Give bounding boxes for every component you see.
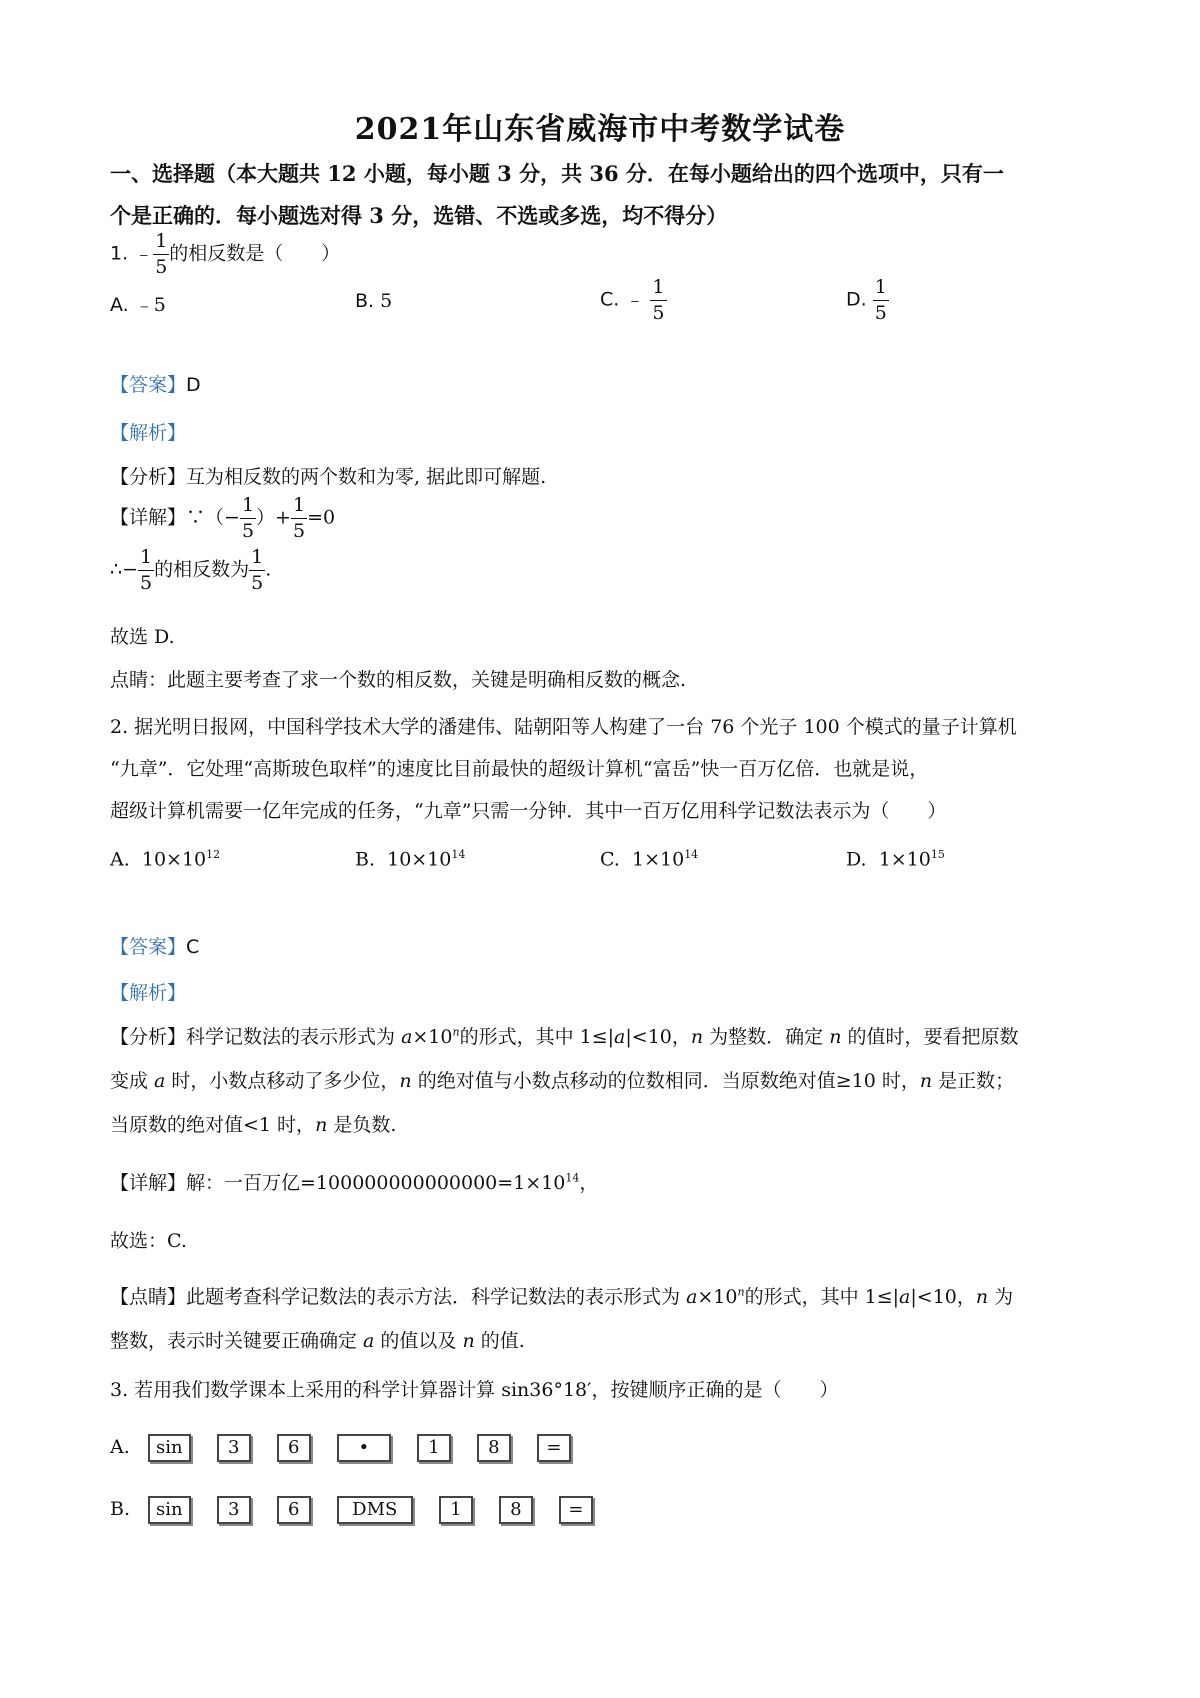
q1-analysis-tag: 【解析】	[110, 422, 187, 444]
question-1-stem	[110, 232, 340, 277]
q1-xiangjie: 【详解】∵（− $\frac{1}{5}$ ）+ $\frac{1}{5}$ =0	[110, 494, 336, 542]
calc-key-1: 1	[417, 1434, 451, 1462]
section-heading-line1: 一、选择题（本大题共 12 小题，每小题 3 分，共 36 分．在每小题给出的四个选项中，只有一	[110, 161, 1004, 186]
q2-fenxi-line3: 当原数的绝对值<1 时，n 是负数.	[110, 1114, 397, 1136]
q2-fenxi-line1: 【分析】科学记数法的表示形式为 $a\times 10^n$的形式，其中 1≤|a|<10，n 为整数．确定 n 的值时，要看把原数	[110, 1025, 1019, 1048]
calc-key-6: 6	[277, 1496, 311, 1524]
calc-key-dot: •	[337, 1434, 391, 1462]
calc-key-8: 8	[477, 1434, 511, 1462]
q2-option-a: A. $10\times 10^{12}$	[110, 848, 221, 871]
calc-key-1: 1	[439, 1496, 473, 1524]
calc-key-dms: DMS	[337, 1496, 413, 1524]
q2-answer: 【答案】C	[110, 936, 200, 958]
q2-analysis-tag: 【解析】	[110, 982, 187, 1004]
calc-key-sin: sin	[148, 1434, 191, 1462]
q1-option-a: A. ﹣5	[110, 294, 166, 316]
q1-dianjing: 点睛：此题主要考查了求一个数的相反数，关键是明确相反数的概念.	[110, 669, 687, 691]
q2-dianjing-line2: 整数，表示时关键要正确确定 a 的值以及 n 的值.	[110, 1330, 525, 1352]
q2-stem-line1: 2. 据光明日报网，中国科学技术大学的潘建伟、陆朝阳等人构建了一台 76 个光子 100 个模式的量子计算机	[110, 716, 1017, 738]
fraction-one-fifth: $\frac{1}{5}$	[652, 276, 665, 324]
calc-key-equals: =	[559, 1496, 593, 1524]
q2-stem-line3: 超级计算机需要一亿年完成的任务，“九章”只需一分钟．其中一百万亿用科学记数法表示为（ ）	[110, 800, 947, 822]
q2-stem-line2: “九章”．它处理“高斯玻色取样”的速度比目前最快的超级计算机“富岳”快一百万亿倍．也就是说，	[110, 758, 929, 780]
q3-stem: 3. 若用我们数学课本上采用的科学计算器计算 sin36°18′，按键顺序正确的是（ ）	[110, 1379, 839, 1401]
stem-text: 的相反数是（ ）	[169, 242, 341, 265]
q1-therefore: ∴− $\frac{1}{5}$ 的相反数为 $\frac{1}{5}$ .	[110, 546, 272, 594]
q3-option-a: A. sin 3 6 • 1 8 =	[110, 1434, 591, 1462]
q2-choose: 故选：C.	[110, 1230, 187, 1252]
calc-key-8: 8	[499, 1496, 533, 1524]
calc-key-sin: sin	[148, 1496, 191, 1524]
calc-key-3: 3	[217, 1496, 251, 1524]
q1-option-c: C. ﹣ $\frac{1}{5}$	[600, 276, 665, 324]
q2-fenxi-line2: 变成 a 时，小数点移动了多少位，n 的绝对值与小数点移动的位数相同．当原数绝对值≥10 时，n 是正数；	[110, 1070, 1015, 1092]
q2-option-b: B. $10\times 10^{14}$	[355, 848, 466, 871]
q2-dianjing-line1: 【点睛】此题考查科学记数法的表示方法．科学记数法的表示形式为 $a\times 10^n$的形式，其中 1≤|a|<10，n 为	[110, 1285, 1014, 1308]
page-title: 2021年山东省威海市中考数学试卷	[354, 112, 846, 147]
fraction-one-fifth: $\frac{1}{5}$	[155, 230, 168, 278]
section-heading-line2: 个是正确的．每小题选对得 3 分，选错、不选或多选，均不得分）	[110, 203, 728, 228]
calc-key-3: 3	[217, 1434, 251, 1462]
q2-xiangjie: 【详解】解：一百万亿$=100000000000000=1\times 10^{14}$，	[110, 1171, 599, 1194]
calc-key-6: 6	[277, 1434, 311, 1462]
q1-fenxi: 【分析】互为相反数的两个数和为零, 据此即可解题.	[110, 466, 547, 488]
q1-option-b: B. 5	[355, 290, 393, 312]
fraction-one-fifth: $\frac{1}{5}$	[874, 276, 887, 324]
calc-key-equals: =	[537, 1434, 571, 1462]
q1-choose: 故选 D.	[110, 626, 175, 648]
q3-option-b: B. sin 3 6 DMS 1 8 =	[110, 1496, 613, 1524]
q1-answer: 【答案】D	[110, 374, 201, 396]
q2-option-d: D. $1\times 10^{15}$	[846, 848, 945, 871]
question-number: 1.	[110, 242, 129, 265]
q2-option-c: C. $1\times 10^{14}$	[600, 848, 699, 871]
minus-sign: ﹣	[134, 242, 154, 265]
q1-option-d: D. $\frac{1}{5}$	[846, 276, 887, 324]
